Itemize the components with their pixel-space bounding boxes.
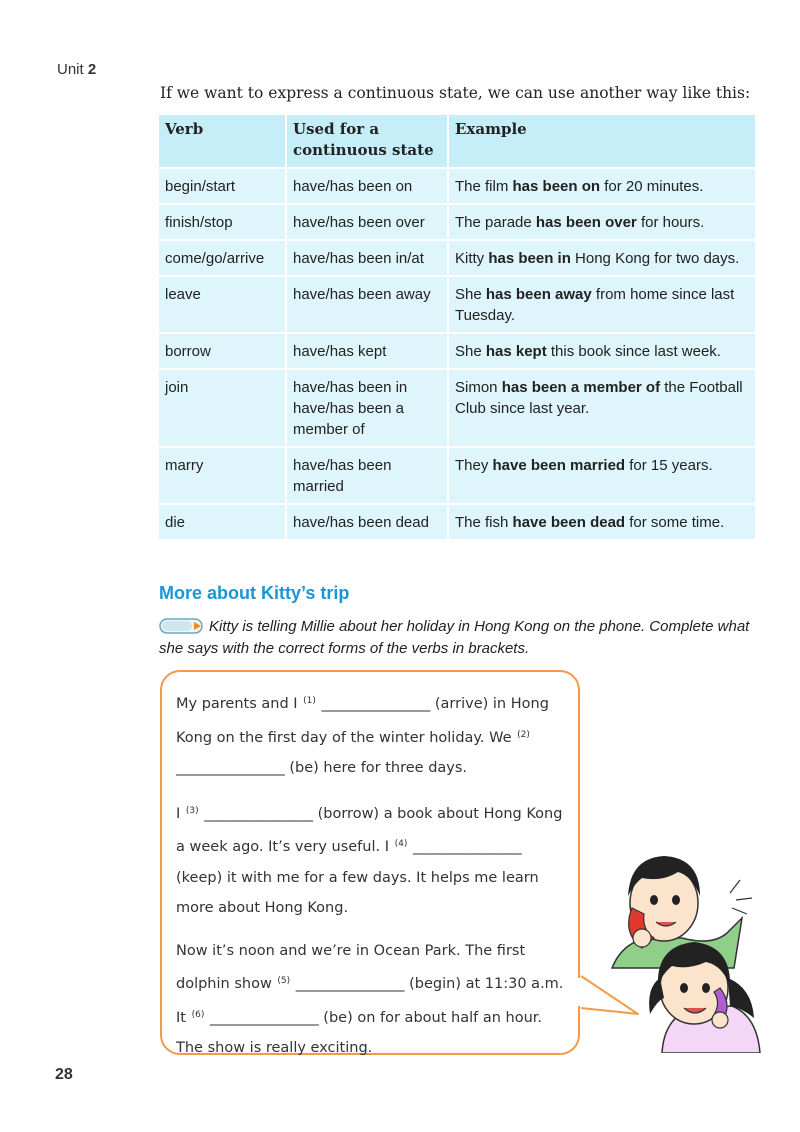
answer-blank-6[interactable]: _______________	[209, 1009, 319, 1026]
state-cell: have/has been on	[285, 169, 447, 203]
example-cell	[447, 448, 755, 503]
state-cell: have/has been away	[285, 277, 447, 332]
table-row	[159, 448, 755, 503]
example-bold: has been over	[535, 214, 637, 231]
example-bold: have been dead	[512, 514, 626, 531]
example-cell	[447, 370, 755, 446]
example-pre: Kitty	[455, 250, 489, 267]
verb-cell: join	[159, 370, 285, 446]
example-cell	[447, 334, 755, 368]
verb-cell: die	[159, 505, 285, 539]
girl-figure	[649, 942, 760, 1053]
example-bold: have been married	[492, 457, 626, 474]
answer-blank-5[interactable]: _______________	[295, 976, 405, 992]
paragraph-3	[176, 936, 571, 1064]
example-pre: The film	[455, 178, 513, 195]
example-pre: Simon	[455, 379, 502, 396]
example-cell	[447, 241, 755, 275]
example-post: for hours.	[636, 214, 705, 231]
page-number: 28	[55, 1066, 73, 1083]
state-cell: have/has been dead	[285, 505, 447, 539]
text-run: (begin) at 11:30 a.m. It	[176, 976, 564, 1026]
blank-number: (1)	[303, 696, 316, 706]
answer-blank-1[interactable]: _______________	[321, 696, 431, 712]
verb-cell: borrow	[159, 334, 285, 368]
table-row	[159, 277, 755, 332]
grammar-table	[159, 113, 755, 541]
example-post: for some time.	[625, 514, 725, 531]
state-cell: have/has been married	[285, 448, 447, 503]
table-row	[159, 205, 755, 239]
example-post: the Football Club since last year.	[455, 379, 743, 417]
example-post: from home since last Tuesday.	[455, 286, 735, 324]
paragraph-2	[176, 796, 571, 924]
table-row	[159, 334, 755, 368]
example-bold: has been in	[488, 250, 571, 267]
verb-cell: marry	[159, 448, 285, 503]
kids-on-phone-illustration	[602, 838, 762, 1053]
answer-blank-3[interactable]: _______________	[204, 805, 313, 822]
table-header-row	[159, 115, 755, 167]
example-pre: The parade	[455, 214, 536, 231]
state-cell: have/has been in/at	[285, 241, 447, 275]
text-run: (keep) it with me for a few days. It helps me learn more about Hong Kong.	[176, 869, 539, 916]
example-cell	[447, 277, 755, 332]
text-run: Now it’s noon and we’re in Ocean Park. The first dolphin show	[176, 942, 526, 992]
example-bold: has been a member of	[501, 379, 661, 396]
example-pre: She	[455, 343, 486, 360]
table-row	[159, 370, 755, 446]
speech-text	[176, 686, 571, 1076]
verb-cell: begin/start	[159, 169, 285, 203]
table-row	[159, 169, 755, 203]
verb-cell: come/go/arrive	[159, 241, 285, 275]
table-row	[159, 241, 755, 275]
blank-number: (2)	[517, 729, 530, 740]
answer-blank-4[interactable]: _______________	[412, 839, 522, 855]
text-run: (be) on for about half an hour. The show is really exciting.	[176, 1009, 543, 1056]
intro-text: If we want to express a continuous state, we can use another way like this:	[160, 84, 751, 102]
example-pre: They	[455, 457, 493, 474]
text-run: I	[176, 805, 181, 822]
table-row	[159, 505, 755, 539]
example-cell	[447, 169, 755, 203]
header-verb: Verb	[159, 115, 285, 167]
header-example: Example	[447, 115, 755, 167]
text-run: (arrive) in Hong Kong on the first day of the winter holiday. We	[176, 696, 549, 746]
blank-number: (4)	[394, 839, 408, 849]
paragraph-1	[176, 686, 571, 784]
example-pre: The fish	[455, 514, 513, 531]
example-post: Hong Kong for two days.	[570, 250, 740, 267]
example-bold: has been on	[512, 178, 601, 195]
state-cell: have/has kept	[285, 334, 447, 368]
blank-number: (6)	[191, 1009, 205, 1020]
instructions-text: Kitty is telling Millie about her holiday in Hong Kong on the phone. Complete what she says with the correct forms of the verbs in brackets.	[159, 618, 750, 657]
audio-track-icon[interactable]	[159, 618, 203, 634]
verb-cell: finish/stop	[159, 205, 285, 239]
text-run: (be) here for three days.	[289, 760, 468, 776]
instructions	[159, 616, 759, 660]
example-post: for 15 years.	[625, 457, 713, 474]
example-bold: has been away	[485, 286, 592, 303]
answer-blank-2[interactable]: _______________	[176, 760, 285, 776]
example-cell	[447, 205, 755, 239]
example-post: this book since last week.	[546, 343, 721, 360]
state-cell: have/has been over	[285, 205, 447, 239]
example-post: for 20 minutes.	[600, 178, 704, 195]
verb-cell: leave	[159, 277, 285, 332]
text-run: My parents and I	[176, 696, 298, 712]
blank-number: (5)	[277, 976, 291, 986]
example-bold: has kept	[485, 343, 547, 360]
header-state: Used for a continuous state	[285, 115, 447, 167]
example-pre: She	[455, 286, 486, 303]
unit-label	[57, 61, 96, 78]
unit-word: Unit	[57, 61, 84, 78]
unit-number: 2	[87, 61, 97, 78]
text-run: (borrow) a book about Hong Kong a week ago. It’s very useful. I	[176, 805, 563, 855]
section-title: More about Kitty’s trip	[159, 583, 350, 603]
blank-number: (3)	[185, 805, 199, 816]
example-cell	[447, 505, 755, 539]
state-cell: have/has been in have/has been a member of	[285, 370, 447, 446]
